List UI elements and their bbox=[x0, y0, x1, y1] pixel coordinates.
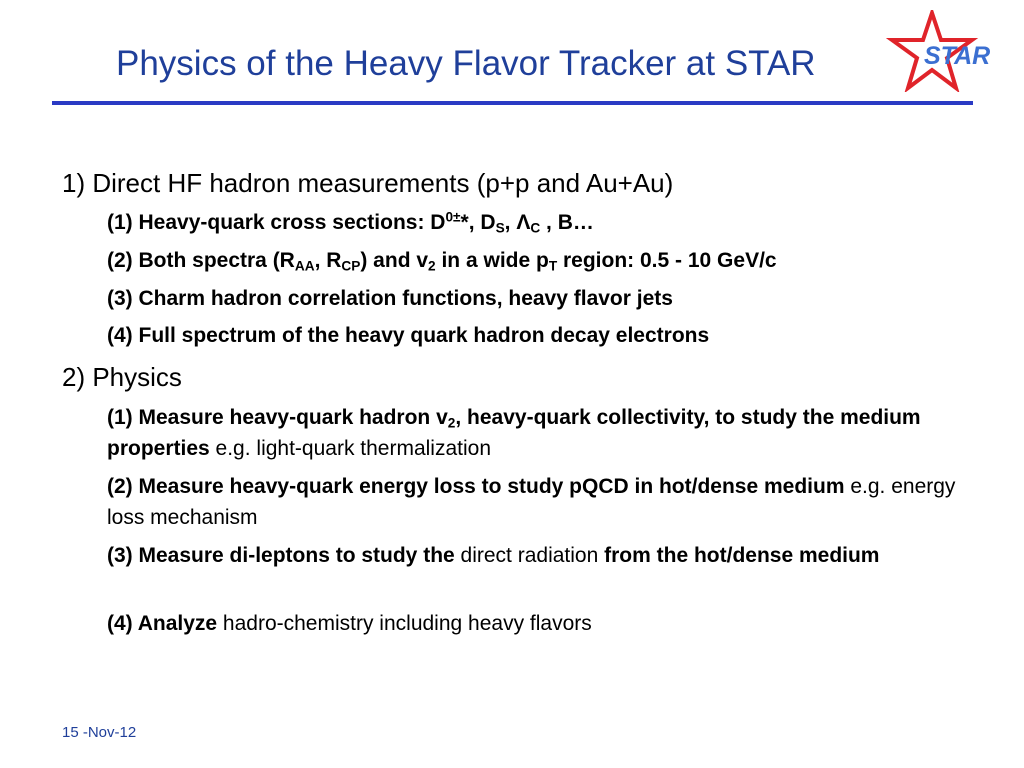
star-logo bbox=[886, 10, 1010, 92]
slide-title: Physics of the Heavy Flavor Tracker at STAR bbox=[116, 44, 816, 83]
list-item-2-3: (3) Measure di-leptons to study the direct radiation from the hot/dense medium bbox=[107, 544, 880, 567]
section-heading-1: 1) Direct HF hadron measurements (p+p and Au+Au) bbox=[62, 168, 674, 198]
section-heading-2: 2) Physics bbox=[62, 362, 182, 392]
list-item-1-3: (3) Charm hadron correlation functions, heavy flavor jets bbox=[107, 287, 673, 310]
list-item-2-2: (2) Measure heavy-quark energy loss to study pQCD in hot/dense medium e.g. energy loss mechanism bbox=[107, 475, 956, 529]
list-item-2-4: (4) Analyze hadro-chemistry including heavy flavors bbox=[107, 612, 592, 635]
slide-date: 15 -Nov-12 bbox=[62, 724, 137, 741]
list-item-2-1: (1) Measure heavy-quark hadron $v_2$, heavy-quark collectivity, to study the medium properties e.g. light-quark thermalization bbox=[107, 406, 921, 460]
list-item-1-1: (1) Heavy-quark cross sections: $D^{0\pm}*$, $D_S$, $\Lambda_C$ , B… bbox=[107, 209, 594, 236]
title-underline bbox=[52, 101, 973, 105]
list-item-1-2: (2) Both spectra ($R_{AA}$, $R_{CP}$) and $v_2$ in a wide $p_T$ region: 0.5 - 10 GeV/c bbox=[107, 249, 777, 274]
list-item-1-4: (4) Full spectrum of the heavy quark hadron decay electrons bbox=[107, 324, 710, 347]
logo-text: STAR bbox=[924, 42, 991, 70]
